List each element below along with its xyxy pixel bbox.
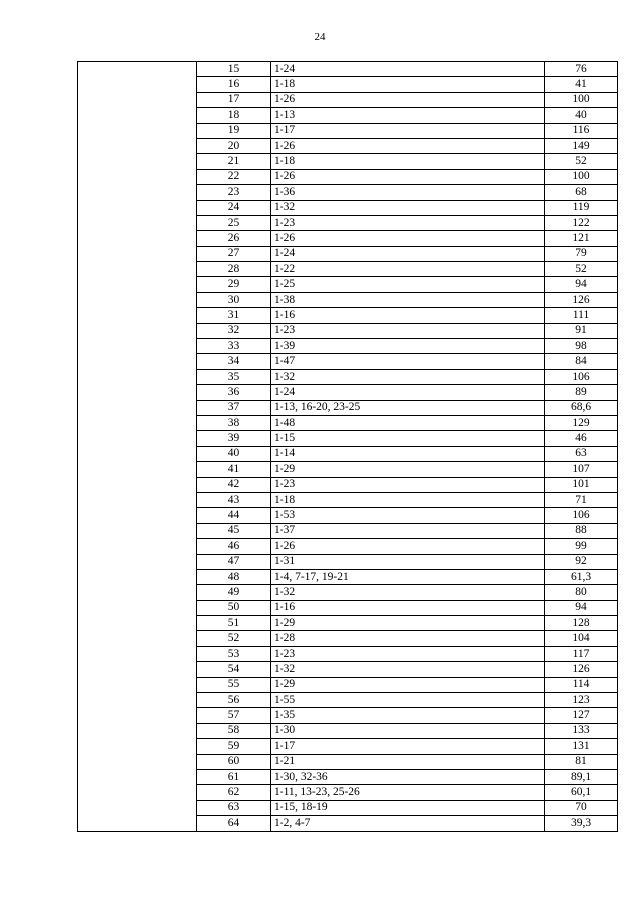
range-cell: 1-48 [271,415,545,430]
range-cell: 1-26 [271,138,545,153]
row-number-cell: 41 [197,462,271,477]
row-number-cell: 48 [197,569,271,584]
range-cell: 1-36 [271,185,545,200]
range-cell: 1-13, 16-20, 23-25 [271,400,545,415]
range-cell: 1-32 [271,585,545,600]
row-number-cell: 18 [197,108,271,123]
row-number-cell: 59 [197,739,271,754]
row-number-cell: 58 [197,723,271,738]
value-cell: 94 [545,600,618,615]
value-cell: 91 [545,323,618,338]
row-number-cell: 40 [197,446,271,461]
row-number-cell: 24 [197,200,271,215]
row-number-cell: 32 [197,323,271,338]
range-cell: 1-29 [271,462,545,477]
row-number-cell: 23 [197,185,271,200]
range-cell: 1-26 [271,169,545,184]
range-cell: 1-26 [271,539,545,554]
row-number-cell: 42 [197,477,271,492]
row-number-cell: 50 [197,600,271,615]
range-cell: 1-30 [271,723,545,738]
row-number-cell: 53 [197,646,271,661]
row-number-cell: 35 [197,369,271,384]
row-number-cell: 46 [197,539,271,554]
value-cell: 123 [545,693,618,708]
row-number-cell: 17 [197,92,271,107]
row-number-cell: 55 [197,677,271,692]
value-cell: 79 [545,246,618,261]
value-cell: 46 [545,431,618,446]
row-number-cell: 20 [197,138,271,153]
row-number-cell: 64 [197,816,271,831]
value-cell: 116 [545,123,618,138]
row-number-cell: 30 [197,292,271,307]
table-body [78,62,618,832]
row-number-cell: 16 [197,77,271,92]
row-number-cell: 31 [197,308,271,323]
range-cell: 1-13 [271,108,545,123]
range-cell: 1-17 [271,739,545,754]
row-number-cell: 44 [197,508,271,523]
value-cell: 88 [545,523,618,538]
value-cell: 70 [545,800,618,815]
range-cell: 1-38 [271,292,545,307]
range-cell: 1-16 [271,308,545,323]
row-number-cell: 37 [197,400,271,415]
row-number-cell: 29 [197,277,271,292]
value-cell: 131 [545,739,618,754]
row-number-cell: 27 [197,246,271,261]
value-cell: 101 [545,477,618,492]
value-cell: 126 [545,292,618,307]
value-cell: 106 [545,369,618,384]
range-cell: 1-24 [271,62,545,77]
row-number-cell: 60 [197,754,271,769]
value-cell: 94 [545,277,618,292]
value-cell: 68 [545,185,618,200]
value-cell: 89,1 [545,769,618,784]
range-cell: 1-26 [271,92,545,107]
merged-empty-cell [78,62,197,832]
row-number-cell: 56 [197,693,271,708]
value-cell: 89 [545,385,618,400]
table-row [78,62,618,77]
range-cell: 1-55 [271,693,545,708]
value-cell: 119 [545,200,618,215]
row-number-cell: 45 [197,523,271,538]
row-number-cell: 21 [197,154,271,169]
value-cell: 92 [545,554,618,569]
value-cell: 60,1 [545,785,618,800]
range-cell: 1-47 [271,354,545,369]
value-cell: 41 [545,77,618,92]
row-number-cell: 28 [197,262,271,277]
row-number-cell: 36 [197,385,271,400]
row-number-cell: 19 [197,123,271,138]
range-cell: 1-29 [271,677,545,692]
range-cell: 1-35 [271,708,545,723]
value-cell: 114 [545,677,618,692]
data-table [77,61,618,832]
row-number-cell: 43 [197,492,271,507]
value-cell: 122 [545,215,618,230]
range-cell: 1-2, 4-7 [271,816,545,831]
value-cell: 128 [545,616,618,631]
value-cell: 71 [545,492,618,507]
value-cell: 149 [545,138,618,153]
value-cell: 68,6 [545,400,618,415]
range-cell: 1-39 [271,339,545,354]
range-cell: 1-32 [271,369,545,384]
value-cell: 80 [545,585,618,600]
range-cell: 1-53 [271,508,545,523]
range-cell: 1-23 [271,646,545,661]
value-cell: 99 [545,539,618,554]
range-cell: 1-14 [271,446,545,461]
row-number-cell: 62 [197,785,271,800]
range-cell: 1-37 [271,523,545,538]
range-cell: 1-29 [271,616,545,631]
row-number-cell: 51 [197,616,271,631]
row-number-cell: 57 [197,708,271,723]
row-number-cell: 54 [197,662,271,677]
range-cell: 1-32 [271,662,545,677]
value-cell: 107 [545,462,618,477]
row-number-cell: 63 [197,800,271,815]
row-number-cell: 15 [197,62,271,77]
range-cell: 1-32 [271,200,545,215]
row-number-cell: 38 [197,415,271,430]
value-cell: 63 [545,446,618,461]
range-cell: 1-17 [271,123,545,138]
value-cell: 129 [545,415,618,430]
value-cell: 100 [545,92,618,107]
range-cell: 1-23 [271,323,545,338]
value-cell: 106 [545,508,618,523]
page-number: 24 [314,31,326,43]
value-cell: 76 [545,62,618,77]
row-number-cell: 52 [197,631,271,646]
value-cell: 40 [545,108,618,123]
range-cell: 1-23 [271,477,545,492]
row-number-cell: 47 [197,554,271,569]
range-cell: 1-24 [271,246,545,261]
range-cell: 1-22 [271,262,545,277]
value-cell: 104 [545,631,618,646]
row-number-cell: 61 [197,769,271,784]
range-cell: 1-15, 18-19 [271,800,545,815]
range-cell: 1-24 [271,385,545,400]
value-cell: 126 [545,662,618,677]
row-number-cell: 33 [197,339,271,354]
value-cell: 81 [545,754,618,769]
row-number-cell: 34 [197,354,271,369]
value-cell: 52 [545,154,618,169]
range-cell: 1-18 [271,154,545,169]
range-cell: 1-11, 13-23, 25-26 [271,785,545,800]
value-cell: 117 [545,646,618,661]
value-cell: 100 [545,169,618,184]
value-cell: 61,3 [545,569,618,584]
range-cell: 1-18 [271,77,545,92]
value-cell: 133 [545,723,618,738]
row-number-cell: 25 [197,215,271,230]
range-cell: 1-21 [271,754,545,769]
value-cell: 39,3 [545,816,618,831]
value-cell: 111 [545,308,618,323]
range-cell: 1-4, 7-17, 19-21 [271,569,545,584]
row-number-cell: 49 [197,585,271,600]
range-cell: 1-26 [271,231,545,246]
value-cell: 84 [545,354,618,369]
range-cell: 1-23 [271,215,545,230]
range-cell: 1-30, 32-36 [271,769,545,784]
range-cell: 1-31 [271,554,545,569]
range-cell: 1-15 [271,431,545,446]
range-cell: 1-18 [271,492,545,507]
range-cell: 1-25 [271,277,545,292]
range-cell: 1-28 [271,631,545,646]
value-cell: 127 [545,708,618,723]
value-cell: 52 [545,262,618,277]
row-number-cell: 22 [197,169,271,184]
value-cell: 98 [545,339,618,354]
row-number-cell: 39 [197,431,271,446]
range-cell: 1-16 [271,600,545,615]
value-cell: 121 [545,231,618,246]
row-number-cell: 26 [197,231,271,246]
